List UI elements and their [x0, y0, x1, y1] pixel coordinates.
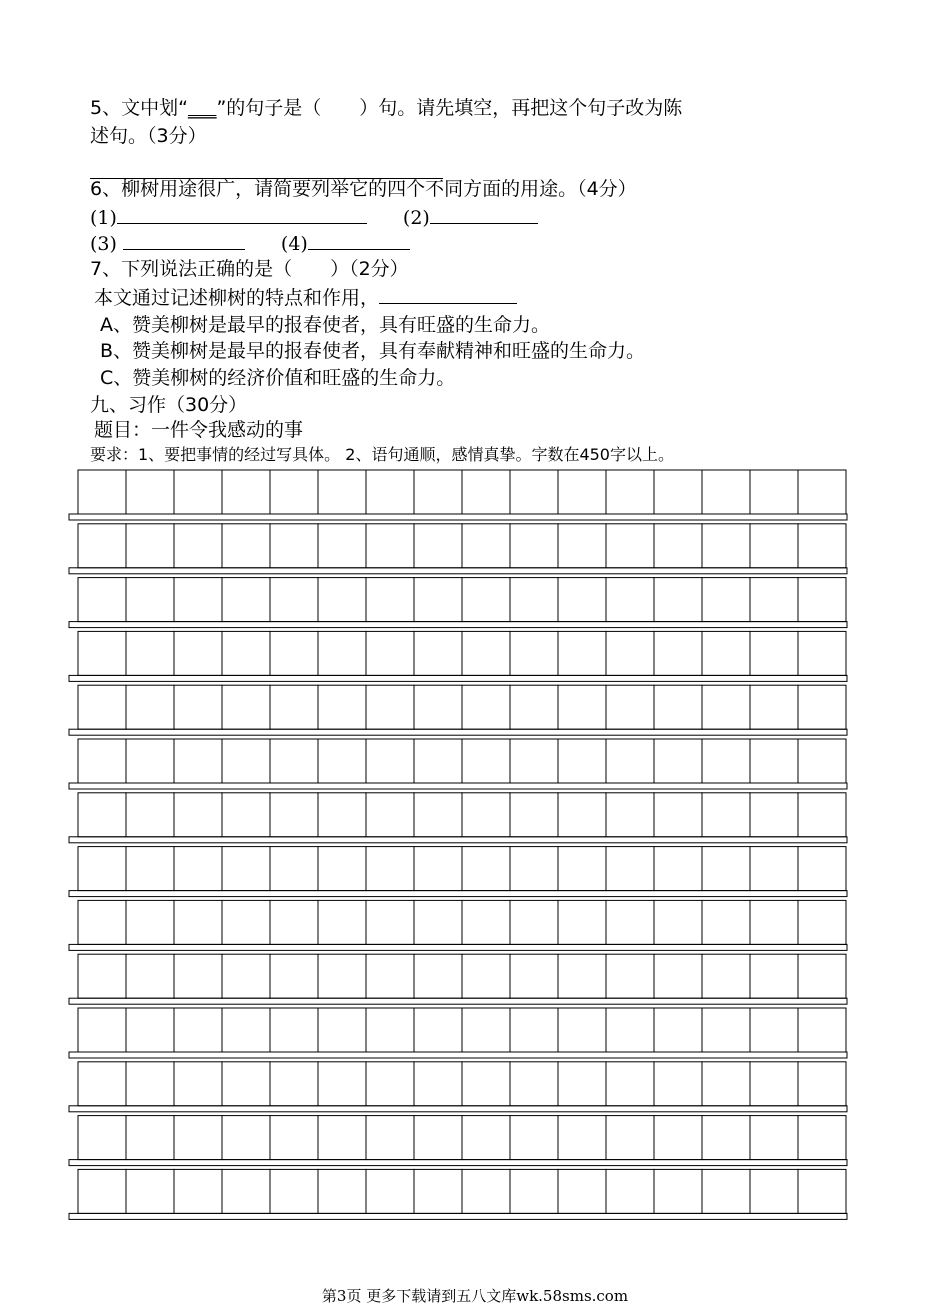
grid-cell[interactable] [366, 470, 414, 514]
q5-underlined-blank: ___ [187, 97, 217, 119]
grid-cell[interactable] [366, 1116, 414, 1160]
grid-cell[interactable] [174, 954, 222, 998]
grid-cell[interactable] [318, 524, 366, 568]
grid-cell[interactable] [270, 1169, 318, 1213]
grid-cell[interactable] [270, 631, 318, 675]
grid-cell[interactable] [606, 1116, 654, 1160]
q7-option-c[interactable]: C、赞美柳树的经济价值和旺盛的生命力。 [100, 367, 456, 389]
grid-row-separator [69, 675, 847, 681]
grid-row-separator [69, 622, 847, 628]
grid-cell[interactable] [126, 685, 174, 729]
grid-cell[interactable] [798, 631, 846, 675]
grid-cell[interactable] [318, 685, 366, 729]
grid-cell[interactable] [702, 793, 750, 837]
grid-cell[interactable] [558, 1008, 606, 1052]
grid-cell[interactable] [510, 1008, 558, 1052]
grid-cell[interactable] [366, 739, 414, 783]
grid-cell[interactable] [414, 631, 462, 675]
grid-cell[interactable] [750, 1116, 798, 1160]
grid-cell[interactable] [510, 739, 558, 783]
grid-cell[interactable] [750, 793, 798, 837]
grid-cell[interactable] [798, 1169, 846, 1213]
grid-cell[interactable] [510, 1062, 558, 1106]
grid-cell[interactable] [606, 578, 654, 622]
grid-cell[interactable] [78, 1116, 126, 1160]
grid-cell[interactable] [510, 631, 558, 675]
grid-row-separator [69, 1160, 847, 1166]
grid-cell[interactable] [222, 631, 270, 675]
grid-cell[interactable] [222, 954, 270, 998]
grid-cell[interactable] [702, 847, 750, 891]
grid-cell[interactable] [654, 1169, 702, 1213]
grid-cell[interactable] [366, 1169, 414, 1213]
grid-cell[interactable] [126, 739, 174, 783]
grid-cell[interactable] [654, 1116, 702, 1160]
grid-cell[interactable] [126, 524, 174, 568]
grid-cell[interactable] [174, 524, 222, 568]
grid-cell[interactable] [126, 1062, 174, 1106]
grid-cell[interactable] [702, 900, 750, 944]
grid-cell[interactable] [174, 1008, 222, 1052]
question-5-line-2: 述句。（3分） [90, 125, 207, 147]
q5-text-a: 5、文中划“ [90, 97, 188, 119]
grid-cell[interactable] [798, 739, 846, 783]
grid-cell[interactable] [222, 847, 270, 891]
grid-cell[interactable] [174, 900, 222, 944]
grid-cell[interactable] [174, 1116, 222, 1160]
grid-cell[interactable] [318, 631, 366, 675]
grid-cell[interactable] [270, 524, 318, 568]
q5-text-b: ”的句子是（ ）句。请先填空，再把这个句子改为陈 [216, 97, 683, 119]
grid-cell[interactable] [798, 847, 846, 891]
grid-cell[interactable] [366, 847, 414, 891]
grid-cell[interactable] [318, 900, 366, 944]
grid-cell[interactable] [510, 524, 558, 568]
grid-cell[interactable] [510, 954, 558, 998]
grid-cell[interactable] [414, 685, 462, 729]
grid-row-separator [69, 891, 847, 897]
grid-cell[interactable] [414, 1062, 462, 1106]
grid-cell[interactable] [558, 1116, 606, 1160]
grid-cell[interactable] [366, 1062, 414, 1106]
grid-cell[interactable] [270, 954, 318, 998]
grid-row-separator [69, 514, 847, 520]
grid-cell[interactable] [750, 954, 798, 998]
grid-cell[interactable] [558, 578, 606, 622]
grid-cell[interactable] [462, 793, 510, 837]
grid-row-separator [69, 729, 847, 735]
grid-cell[interactable] [222, 1116, 270, 1160]
grid-cell[interactable] [654, 631, 702, 675]
grid-cell[interactable] [126, 847, 174, 891]
grid-cell[interactable] [318, 1116, 366, 1160]
grid-cell[interactable] [414, 470, 462, 514]
grid-cell[interactable] [222, 1062, 270, 1106]
grid-cell[interactable] [126, 631, 174, 675]
grid-cell[interactable] [798, 954, 846, 998]
question-6-line-1: 6、柳树用途很广，请简要列举它的四个不同方面的用途。（4分） [90, 178, 637, 200]
grid-cell[interactable] [318, 793, 366, 837]
section-9-heading: 九、习作（30分） [90, 394, 248, 416]
grid-cell[interactable] [318, 1062, 366, 1106]
grid-cell[interactable] [174, 739, 222, 783]
grid-cell[interactable] [558, 954, 606, 998]
grid-cell[interactable] [222, 900, 270, 944]
grid-cell[interactable] [78, 1008, 126, 1052]
grid-cell[interactable] [366, 900, 414, 944]
grid-cell[interactable] [510, 470, 558, 514]
grid-cell[interactable] [462, 631, 510, 675]
grid-cell[interactable] [174, 1169, 222, 1213]
grid-cell[interactable] [750, 631, 798, 675]
grid-cell[interactable] [510, 847, 558, 891]
grid-cell[interactable] [654, 900, 702, 944]
grid-cell[interactable] [558, 1062, 606, 1106]
q7-stem-text: 本文通过记述柳树的特点和作用， [94, 287, 380, 309]
grid-cell[interactable] [222, 1169, 270, 1213]
grid-cell[interactable] [270, 470, 318, 514]
grid-cell[interactable] [654, 793, 702, 837]
grid-cell[interactable] [318, 954, 366, 998]
grid-cell[interactable] [510, 578, 558, 622]
grid-cell[interactable] [126, 470, 174, 514]
grid-cell[interactable] [558, 793, 606, 837]
grid-cell[interactable] [414, 900, 462, 944]
grid-cell[interactable] [366, 578, 414, 622]
grid-cell[interactable] [702, 1116, 750, 1160]
grid-cell[interactable] [798, 793, 846, 837]
grid-cell[interactable] [78, 1062, 126, 1106]
grid-cell[interactable] [510, 1169, 558, 1213]
grid-cell[interactable] [174, 470, 222, 514]
grid-row-separator [69, 568, 847, 574]
grid-cell[interactable] [606, 1062, 654, 1106]
grid-cell[interactable] [462, 470, 510, 514]
grid-cell[interactable] [750, 578, 798, 622]
grid-cell[interactable] [654, 578, 702, 622]
grid-cell[interactable] [606, 793, 654, 837]
grid-cell[interactable] [462, 685, 510, 729]
grid-cell[interactable] [798, 900, 846, 944]
grid-cell[interactable] [462, 900, 510, 944]
grid-cell[interactable] [78, 524, 126, 568]
grid-cell[interactable] [654, 847, 702, 891]
grid-cell[interactable] [462, 739, 510, 783]
grid-cell[interactable] [414, 524, 462, 568]
grid-cell[interactable] [318, 578, 366, 622]
grid-cell[interactable] [366, 631, 414, 675]
grid-cell[interactable] [702, 1008, 750, 1052]
grid-cell[interactable] [414, 954, 462, 998]
q6-item-1-label: (1) [90, 207, 117, 229]
grid-cell[interactable] [750, 739, 798, 783]
grid-row-separator [69, 837, 847, 843]
grid-cell[interactable] [78, 739, 126, 783]
grid-row-separator [69, 944, 847, 950]
grid-cell[interactable] [318, 1169, 366, 1213]
grid-cell[interactable] [558, 524, 606, 568]
grid-cell[interactable] [78, 793, 126, 837]
grid-cell[interactable] [510, 900, 558, 944]
grid-cell[interactable] [270, 685, 318, 729]
grid-cell[interactable] [750, 1008, 798, 1052]
grid-cell[interactable] [798, 685, 846, 729]
grid-cell[interactable] [414, 578, 462, 622]
grid-cell[interactable] [606, 1008, 654, 1052]
grid-cell[interactable] [270, 1116, 318, 1160]
grid-cell[interactable] [126, 578, 174, 622]
grid-cell[interactable] [750, 1169, 798, 1213]
grid-cell[interactable] [222, 524, 270, 568]
grid-cell[interactable] [558, 739, 606, 783]
grid-cell[interactable] [78, 631, 126, 675]
grid-cell[interactable] [174, 685, 222, 729]
grid-cell[interactable] [270, 793, 318, 837]
grid-cell[interactable] [78, 1169, 126, 1213]
grid-cell[interactable] [174, 793, 222, 837]
grid-cell[interactable] [78, 954, 126, 998]
grid-cell[interactable] [558, 847, 606, 891]
grid-cell[interactable] [318, 847, 366, 891]
grid-cell[interactable] [606, 1169, 654, 1213]
grid-cell[interactable] [702, 739, 750, 783]
grid-cell[interactable] [366, 793, 414, 837]
grid-row-separator [69, 1106, 847, 1112]
grid-cell[interactable] [78, 470, 126, 514]
composition-topic: 题目：一件令我感动的事 [94, 419, 304, 441]
grid-cell[interactable] [78, 685, 126, 729]
grid-cell[interactable] [558, 900, 606, 944]
grid-cell[interactable] [174, 847, 222, 891]
grid-cell[interactable] [174, 1062, 222, 1106]
grid-cell[interactable] [462, 1008, 510, 1052]
grid-cell[interactable] [558, 1169, 606, 1213]
grid-cell[interactable] [702, 631, 750, 675]
q6-item-2-label: (2) [402, 207, 430, 229]
grid-cell[interactable] [270, 739, 318, 783]
grid-cell[interactable] [126, 900, 174, 944]
grid-cell[interactable] [318, 470, 366, 514]
grid-cell[interactable] [798, 524, 846, 568]
grid-cell[interactable] [462, 954, 510, 998]
grid-cell[interactable] [702, 578, 750, 622]
grid-cell[interactable] [270, 578, 318, 622]
grid-row-separator [69, 998, 847, 1004]
q7-option-a[interactable]: A、赞美柳树是最早的报春使者，具有旺盛的生命力。 [100, 314, 550, 336]
grid-cell[interactable] [654, 1008, 702, 1052]
grid-cell[interactable] [366, 954, 414, 998]
grid-cell[interactable] [126, 1169, 174, 1213]
grid-cell[interactable] [270, 1062, 318, 1106]
composition-requirements: 要求：1、要把事情的经过写具体。 2、语句通顺，感情真挚。字数在450字以上。 [90, 445, 674, 464]
grid-cell[interactable] [606, 685, 654, 729]
grid-cell[interactable] [414, 793, 462, 837]
grid-cell[interactable] [750, 847, 798, 891]
grid-cell[interactable] [222, 578, 270, 622]
grid-cell[interactable] [462, 1116, 510, 1160]
grid-cell[interactable] [558, 685, 606, 729]
grid-cell[interactable] [78, 578, 126, 622]
grid-cell[interactable] [414, 1116, 462, 1160]
grid-cell[interactable] [222, 793, 270, 837]
grid-cell[interactable] [702, 1169, 750, 1213]
grid-cell[interactable] [318, 739, 366, 783]
grid-cell[interactable] [606, 470, 654, 514]
grid-cell[interactable] [798, 578, 846, 622]
grid-cell[interactable] [126, 793, 174, 837]
grid-cell[interactable] [750, 685, 798, 729]
grid-cell[interactable] [366, 1008, 414, 1052]
grid-cell[interactable] [606, 900, 654, 944]
grid-cell[interactable] [126, 1116, 174, 1160]
grid-cell[interactable] [78, 847, 126, 891]
grid-cell[interactable] [750, 1062, 798, 1106]
grid-cell[interactable] [798, 1008, 846, 1052]
grid-cell[interactable] [462, 578, 510, 622]
grid-cell[interactable] [366, 524, 414, 568]
grid-cell[interactable] [222, 470, 270, 514]
grid-cell[interactable] [702, 524, 750, 568]
grid-cell[interactable] [222, 685, 270, 729]
grid-cell[interactable] [606, 631, 654, 675]
grid-cell[interactable] [606, 524, 654, 568]
page-footer: 第3页 更多下载请到五八文库wk.58sms.com [321, 1287, 629, 1305]
grid-cell[interactable] [606, 739, 654, 783]
grid-cell[interactable] [270, 847, 318, 891]
grid-cell[interactable] [654, 524, 702, 568]
grid-cell[interactable] [654, 470, 702, 514]
grid-cell[interactable] [462, 524, 510, 568]
grid-cell[interactable] [702, 685, 750, 729]
grid-cell[interactable] [702, 470, 750, 514]
grid-cell[interactable] [462, 1062, 510, 1106]
q6-item-4-label: (4) [280, 233, 308, 255]
grid-cell[interactable] [78, 900, 126, 944]
grid-cell[interactable] [558, 470, 606, 514]
grid-cell[interactable] [654, 1062, 702, 1106]
grid-cell[interactable] [750, 524, 798, 568]
grid-cell[interactable] [654, 739, 702, 783]
grid-cell[interactable] [270, 1008, 318, 1052]
grid-cell[interactable] [798, 1116, 846, 1160]
grid-cell[interactable] [174, 578, 222, 622]
question-7-line-1: 7、下列说法正确的是（ ）（2分） [90, 258, 409, 280]
grid-cell[interactable] [702, 954, 750, 998]
grid-cell[interactable] [558, 631, 606, 675]
grid-row-separator [69, 1213, 847, 1219]
grid-cell[interactable] [462, 847, 510, 891]
grid-cell[interactable] [750, 900, 798, 944]
grid-cell[interactable] [654, 685, 702, 729]
grid-cell[interactable] [654, 954, 702, 998]
grid-cell[interactable] [174, 631, 222, 675]
grid-cell[interactable] [366, 685, 414, 729]
q6-item-3-label: (3) [90, 233, 117, 255]
grid-row-separator [69, 1052, 847, 1058]
q7-option-b[interactable]: B、赞美柳树是最早的报春使者，具有奉献精神和旺盛的生命力。 [100, 340, 646, 362]
grid-cell[interactable] [222, 1008, 270, 1052]
grid-cell[interactable] [702, 1062, 750, 1106]
grid-cell[interactable] [798, 1062, 846, 1106]
grid-cell[interactable] [318, 1008, 366, 1052]
grid-cell[interactable] [222, 739, 270, 783]
grid-cell[interactable] [510, 1116, 558, 1160]
grid-cell[interactable] [750, 470, 798, 514]
grid-cell[interactable] [414, 847, 462, 891]
grid-cell[interactable] [510, 685, 558, 729]
grid-cell[interactable] [270, 900, 318, 944]
grid-cell[interactable] [126, 954, 174, 998]
grid-cell[interactable] [798, 470, 846, 514]
grid-cell[interactable] [606, 954, 654, 998]
grid-row-separator [69, 783, 847, 789]
grid-cell[interactable] [606, 847, 654, 891]
grid-cell[interactable] [414, 1008, 462, 1052]
grid-cell[interactable] [510, 793, 558, 837]
grid-cell[interactable] [462, 1169, 510, 1213]
grid-cell[interactable] [126, 1008, 174, 1052]
grid-cell[interactable] [414, 1169, 462, 1213]
grid-cell[interactable] [414, 739, 462, 783]
